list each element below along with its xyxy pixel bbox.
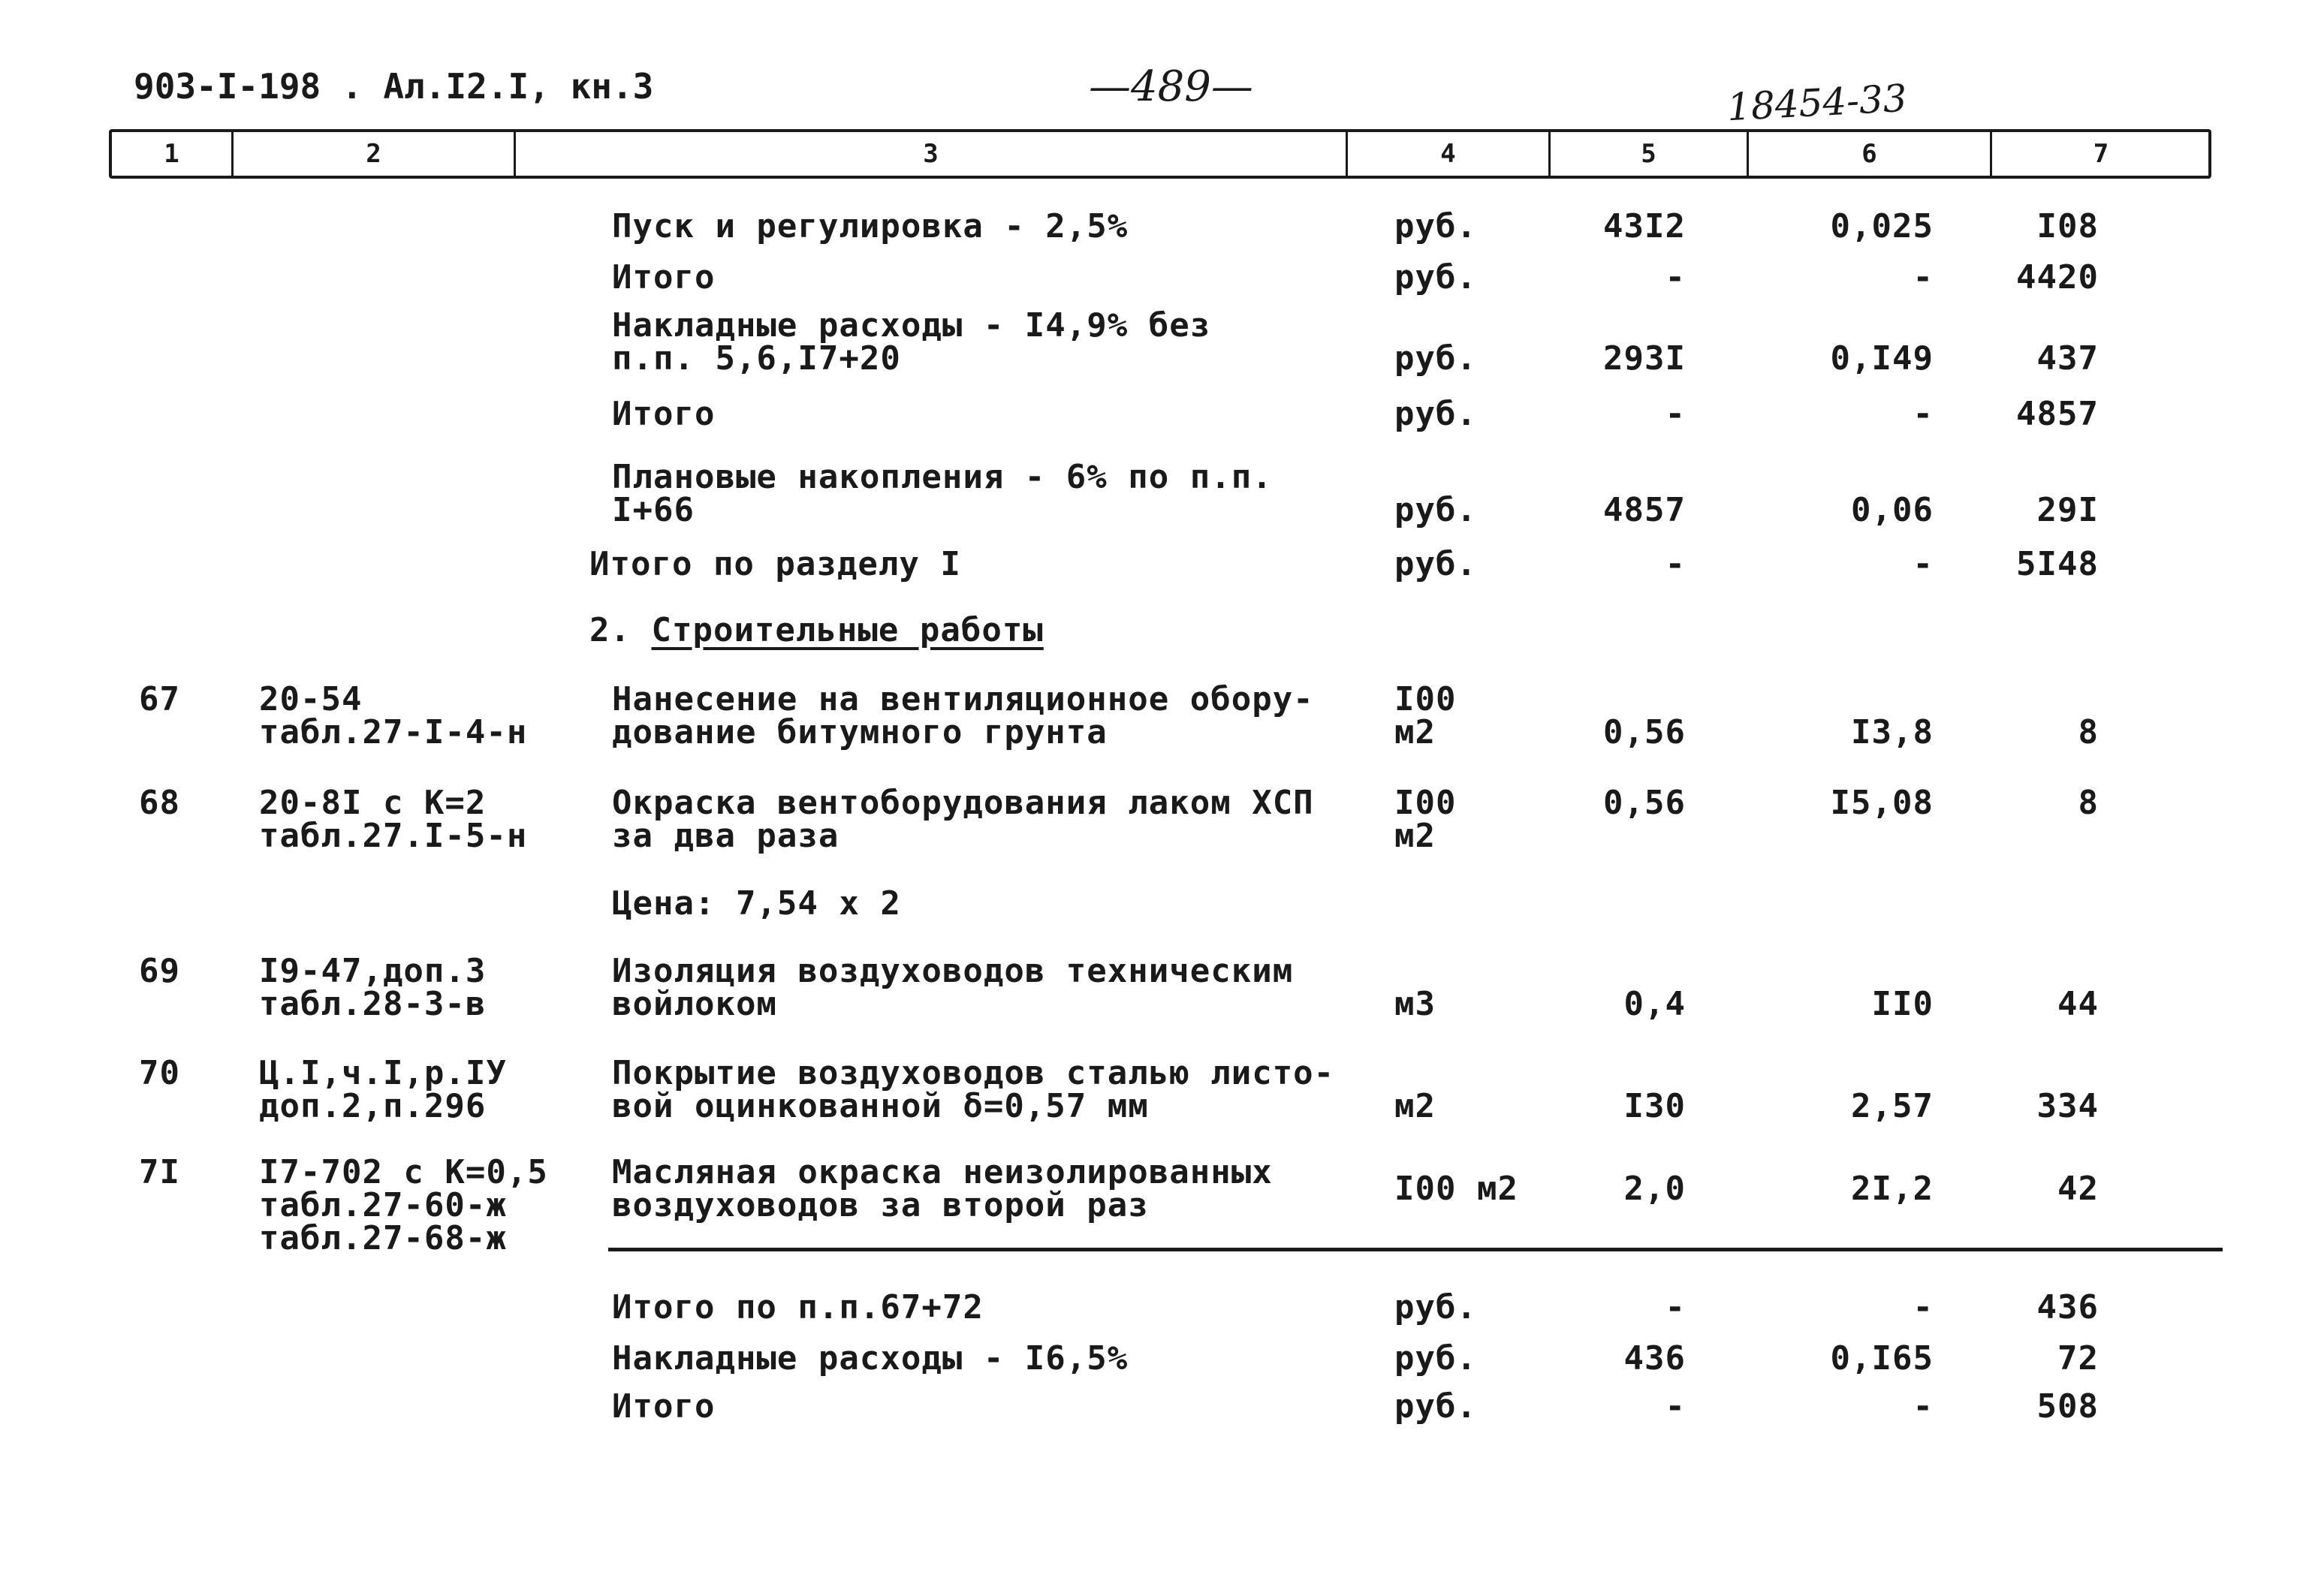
column-header-2: 2 bbox=[234, 132, 516, 176]
column-header-3: 3 bbox=[516, 132, 1348, 176]
row-code-line2: доп.2,п.296 bbox=[259, 1087, 487, 1125]
row-description-line1: Нанесение на вентиляционное обору- bbox=[612, 680, 1314, 718]
row-unit: м3 bbox=[1394, 985, 1436, 1023]
row-number: 69 bbox=[139, 952, 180, 990]
row-total: 5I48 bbox=[2016, 545, 2099, 583]
row-total: 44 bbox=[2057, 985, 2099, 1023]
row-total: 4420 bbox=[2016, 258, 2099, 297]
row-total: 437 bbox=[2036, 339, 2099, 378]
row-unit: руб. bbox=[1394, 491, 1477, 529]
page-number bbox=[1089, 62, 1253, 111]
section-heading bbox=[589, 611, 1044, 649]
row-code-line1: 20-54 bbox=[259, 680, 363, 718]
row-unit-price: 0,025 bbox=[1830, 207, 1934, 245]
row-unit: руб. bbox=[1394, 1387, 1477, 1426]
row-code-line1: I9-47,доп.3 bbox=[259, 952, 487, 990]
row-code-line3: табл.27-68-ж bbox=[259, 1219, 507, 1257]
row-unit-price: - bbox=[1913, 1288, 1934, 1326]
row-unit: I00 bbox=[1394, 680, 1457, 718]
row-total: 8 bbox=[2078, 784, 2099, 822]
row-unit: м2 bbox=[1394, 1087, 1436, 1125]
row-code-line2: табл.28-3-в bbox=[259, 985, 487, 1023]
row-unit-price: - bbox=[1913, 395, 1934, 433]
column-header-7: 7 bbox=[2093, 139, 2109, 169]
column-header-row bbox=[109, 129, 2211, 179]
row-quantity: 4857 bbox=[1603, 491, 1686, 529]
row-quantity: 43I2 bbox=[1603, 207, 1686, 245]
page-dash-right: — bbox=[1210, 62, 1253, 111]
row-unit-price: 0,06 bbox=[1851, 491, 1934, 529]
row-number: 67 bbox=[139, 680, 180, 718]
row-unit-price: II0 bbox=[1871, 985, 1934, 1023]
row-unit-price: - bbox=[1913, 545, 1934, 583]
column-header-5: 5 bbox=[1551, 132, 1749, 176]
row-unit: руб. bbox=[1394, 395, 1477, 433]
row-description-line1: Итого bbox=[612, 258, 716, 297]
row-description-line2: вой оцинкованной δ=0,57 мм bbox=[612, 1087, 1149, 1125]
page-dash-left: — bbox=[1089, 62, 1131, 111]
row-quantity: 436 bbox=[1623, 1339, 1686, 1378]
row-unit-price: - bbox=[1913, 1387, 1934, 1426]
row-number: 7I bbox=[139, 1153, 180, 1191]
column-header-1: 1 bbox=[112, 132, 234, 176]
row-quantity: - bbox=[1665, 1288, 1686, 1326]
row-description-line2: I+66 bbox=[612, 491, 695, 529]
row-total: 42 bbox=[2057, 1170, 2099, 1208]
page-number-value: 489 bbox=[1131, 62, 1211, 111]
row-quantity: - bbox=[1665, 545, 1686, 583]
row-total: I08 bbox=[2036, 207, 2099, 245]
row-total: 72 bbox=[2057, 1339, 2099, 1378]
row-unit: I00 bbox=[1394, 784, 1457, 822]
row-description-line1: Изоляция воздуховодов техническим bbox=[612, 952, 1294, 990]
row-description-line1: Итого bbox=[612, 1387, 716, 1426]
column-header-6: 6 bbox=[1749, 132, 1992, 176]
row-quantity: - bbox=[1665, 1387, 1686, 1426]
row-total: 29I bbox=[2036, 491, 2099, 529]
row-description-line1: Масляная окраска неизолированных bbox=[612, 1153, 1273, 1191]
section-title: Строительные работы bbox=[651, 611, 1044, 649]
row-description-line1: Накладные расходы - I4,9% без bbox=[612, 306, 1211, 345]
row-quantity: 0,4 bbox=[1623, 985, 1686, 1023]
row-total: 4857 bbox=[2016, 395, 2099, 433]
row-quantity: 0,56 bbox=[1603, 713, 1686, 751]
row-total: 8 bbox=[2078, 713, 2099, 751]
row-unit: руб. bbox=[1394, 1339, 1477, 1378]
row-unit: I00 м2 bbox=[1394, 1170, 1518, 1208]
row-unit-price: 2,57 bbox=[1851, 1087, 1934, 1125]
row-description-line2: воздуховодов за второй раз bbox=[612, 1186, 1149, 1224]
row-unit: руб. bbox=[1394, 545, 1477, 583]
row-description-line1: Окраска вентоборудования лаком ХСП bbox=[612, 784, 1314, 822]
row-description-line1: Плановые накопления - 6% по п.п. bbox=[612, 458, 1273, 496]
row-description-line1: Итого bbox=[612, 395, 716, 433]
row-unit-price: 2I,2 bbox=[1851, 1170, 1934, 1208]
price-note: Цена: 7,54 х 2 bbox=[612, 884, 901, 923]
row-description-line2: за два раза bbox=[612, 817, 840, 855]
subtotal-rule bbox=[608, 1248, 2223, 1251]
row-total: 436 bbox=[2036, 1288, 2099, 1326]
row-code-line1: Ц.I,ч.I,р.IУ bbox=[259, 1054, 507, 1092]
row-unit-price: 0,I49 bbox=[1830, 339, 1934, 378]
row-quantity: - bbox=[1665, 395, 1686, 433]
stamp-number: 18454-33 bbox=[1726, 76, 1908, 130]
row-unit-line2: м2 bbox=[1394, 713, 1436, 751]
row-number: 70 bbox=[139, 1054, 180, 1092]
row-quantity: 0,56 bbox=[1603, 784, 1686, 822]
document-code: 903-I-198 . Ал.I2.I, кн.3 bbox=[134, 66, 654, 107]
row-unit-price: - bbox=[1913, 258, 1934, 297]
row-description-line1: Итого по п.п.67+72 bbox=[612, 1288, 984, 1326]
row-quantity: 2,0 bbox=[1623, 1170, 1686, 1208]
row-unit-price: I3,8 bbox=[1851, 713, 1934, 751]
row-unit: руб. bbox=[1394, 339, 1477, 378]
row-description-line1: Итого по разделу I bbox=[589, 545, 961, 583]
row-unit: руб. bbox=[1394, 207, 1477, 245]
row-code-line2: табл.27-60-ж bbox=[259, 1186, 507, 1224]
row-unit: руб. bbox=[1394, 258, 1477, 297]
row-unit-price: 0,I65 bbox=[1830, 1339, 1934, 1378]
row-total: 508 bbox=[2036, 1387, 2099, 1426]
row-unit-line2: м2 bbox=[1394, 817, 1436, 855]
row-description-line1: Пуск и регулировка - 2,5% bbox=[612, 207, 1129, 245]
row-description-line1: Накладные расходы - I6,5% bbox=[612, 1339, 1129, 1378]
row-quantity: 293I bbox=[1603, 339, 1686, 378]
row-code-line1: I7-702 с К=0,5 bbox=[259, 1153, 548, 1191]
row-code-line2: табл.27.I-5-н bbox=[259, 817, 528, 855]
row-unit-price: I5,08 bbox=[1830, 784, 1934, 822]
column-header-4: 4 bbox=[1348, 132, 1551, 176]
row-description-line2: дование битумного грунта bbox=[612, 713, 1108, 751]
row-total: 334 bbox=[2036, 1087, 2099, 1125]
section-number: 2. bbox=[589, 611, 631, 649]
row-number: 68 bbox=[139, 784, 180, 822]
row-description-line2: войлоком bbox=[612, 985, 777, 1023]
row-description-line1: Покрытие воздуховодов сталью листо- bbox=[612, 1054, 1335, 1092]
row-code-line2: табл.27-I-4-н bbox=[259, 713, 528, 751]
row-quantity: I30 bbox=[1623, 1087, 1686, 1125]
row-code-line1: 20-8I с К=2 bbox=[259, 784, 487, 822]
row-description-line2: п.п. 5,6,I7+20 bbox=[612, 339, 901, 378]
row-unit: руб. bbox=[1394, 1288, 1477, 1326]
row-quantity: - bbox=[1665, 258, 1686, 297]
